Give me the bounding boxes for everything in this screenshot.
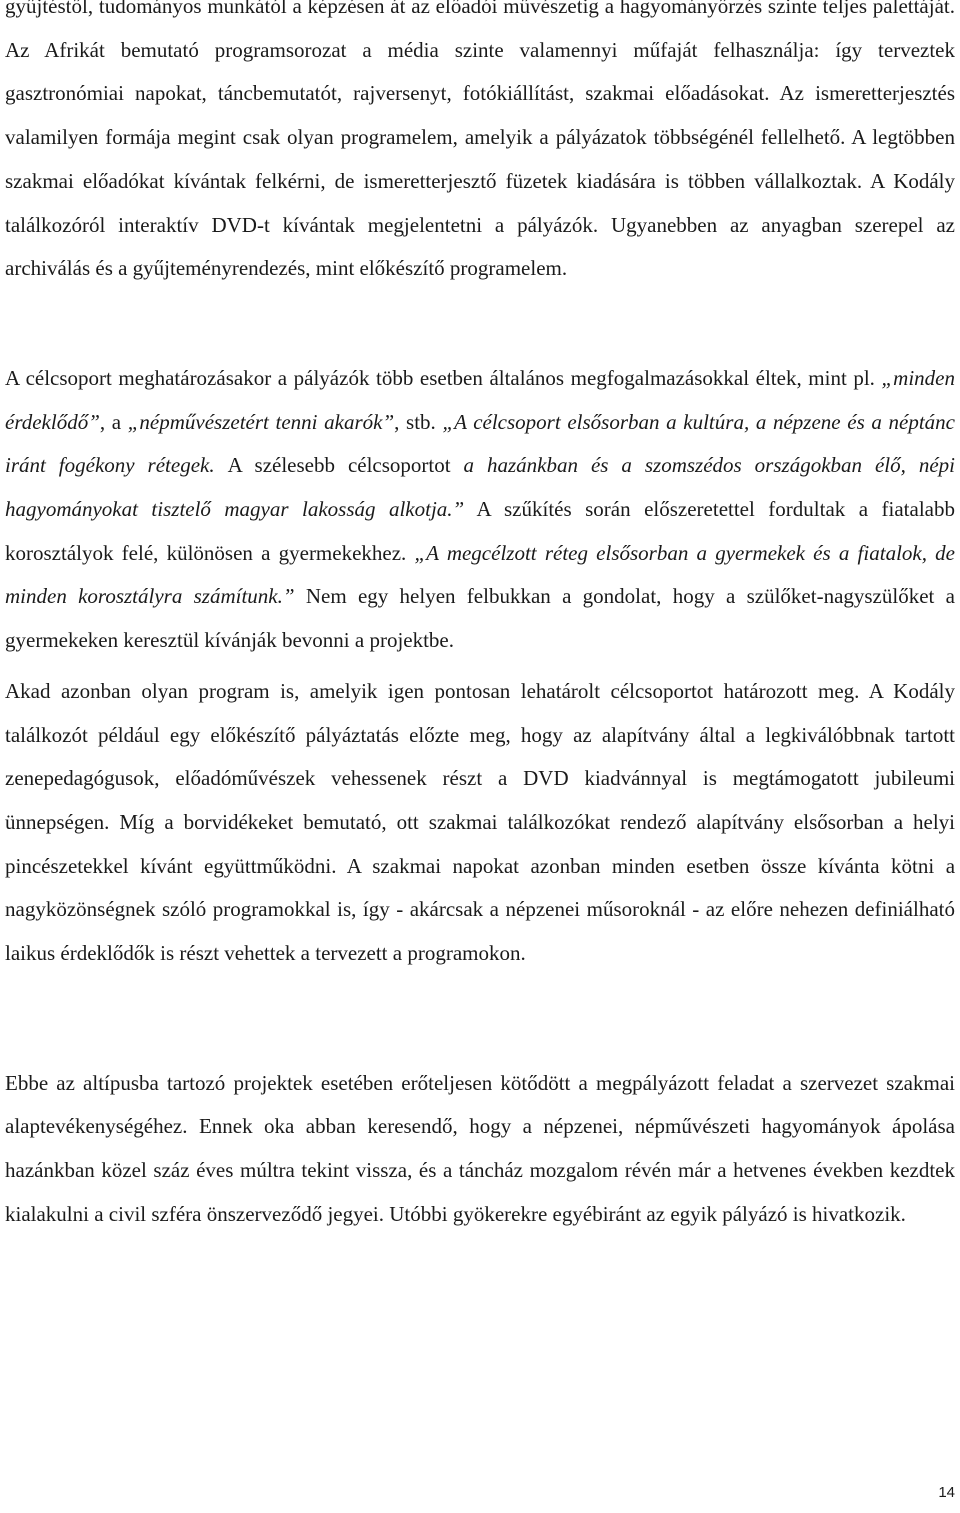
quote-italic: „A megcélzott réteg elsősorban a gyermekek és a fiatalok, de minden korosztályra számítunk.” bbox=[5, 540, 955, 609]
text-run: Nem egy helyen felbukkan a gondolat, hogy a szülőket-nagyszülőket a gyermekeken keresztül kívánják bevonni a projektbe. bbox=[5, 584, 955, 653]
sentence: Ebbe az altípusba tartozó projektek esetében erőteljesen kötődött a megpályázott feladat a szervezet szakmai alaptevékenységéhez. bbox=[5, 1070, 955, 1139]
paragraph-1 bbox=[5, 0, 955, 291]
quote-italic: „népművészetért tenni akarók” bbox=[127, 409, 395, 434]
sentence: Az ismeretterjesztés valamilyen formája megint csak olyan programelem, amelyik a pályázatok többségénél fellelhető. bbox=[5, 81, 956, 150]
sentence: Míg a borvidékeket bemutató, ott szakmai találkozókat rendező alapítvány elsősorban a helyi pincészetekkel kívánt együttműködni. bbox=[5, 809, 955, 878]
paragraph-2 bbox=[5, 357, 955, 663]
sentence: Ennek oka abban keresendő, hogy a népzenei, népművészeti hagyományok ápolása hazánkban közel száz éves múltra tekint vissza, és a táncház mozgalom révén már a hetvenes években kezdtek kialakulni a civil szféra önszerveződő jegyei. bbox=[5, 1114, 955, 1226]
text-run: A szűkítés során előszeretettel fordultak a fiatalabb korosztályok felé, különösen a gyermekekhez. bbox=[5, 497, 955, 565]
sentence: Utóbbi gyökerekre egyébiránt az egyik pályázó is hivatkozik. bbox=[389, 1201, 906, 1226]
sentence: A legtöbben szakmai előadókat kívántak felkérni, de ismeretterjesztő füzetek kiadására is többen vállalkoztak. bbox=[5, 125, 956, 193]
text-run: , stb. bbox=[394, 409, 443, 434]
sentence: Akad azonban olyan program is, amelyik igen pontosan lehatárolt célcsoportot határozott meg. bbox=[5, 678, 860, 703]
text-run: A célcsoport meghatározásakor a pályázók több esetben általános megfogalmazásokkal éltek, mint pl. bbox=[5, 365, 882, 390]
paragraph-4 bbox=[5, 1062, 955, 1237]
document-page bbox=[5, 0, 955, 1237]
quote-italic: „A célcsoport elsősorban a kultúra, a népzene és a néptánc iránt fogékony rétegek. bbox=[5, 409, 955, 478]
sentence: A Kodály találkozót például egy előkészítő pályáztatás előzte meg, hogy az alapítvány által a legkiválóbbnak tartott zenepedagógusok, előadóművészek vehessenek részt a DVD kiadvánnyal is megtámogatott jubileumi ünnepségen. bbox=[5, 678, 956, 834]
quote-italic: „minden érdeklődő” bbox=[5, 365, 955, 434]
sentence: gyűjtéstől, tudományos munkától a képzésen át az előadói művészetig a hagyományőrzés szinte teljes palettáját. bbox=[5, 0, 955, 18]
quote-italic: a hazánkban és a szomszédos országokban élő, népi hagyományokat tisztelő magyar lakosság alkotja.” bbox=[5, 453, 955, 522]
sentence: Ugyanebben az anyagban szerepel az archiválás és a gyűjteményrendezés, mint előkészítő programelem. bbox=[5, 212, 955, 281]
text-run: A szélesebb célcsoportot bbox=[227, 453, 464, 478]
sentence: Az Afrikát bemutató programsorozat a média szinte valamennyi műfaját felhasználja: így terveztek gasztronómiai napokat, táncbemutatót, rajversenyt, fotókiállítást, szakmai előadásokat. bbox=[5, 37, 955, 106]
text-run: , a bbox=[99, 409, 128, 434]
page-number: 14 bbox=[938, 1484, 955, 1501]
paragraph-3 bbox=[5, 670, 955, 976]
sentence: A szakmai napokat azonban minden esetben össze kívánta kötni a nagyközönségnek szóló programokkal is, így - akárcsak a népzenei műsoroknál - az előre nehezen definiálható laikus érdeklődők is részt vehettek a tervezett a programokon. bbox=[5, 853, 956, 966]
sentence: A Kodály találkozóról interaktív DVD-t kívántak megjelentetni a pályázók. bbox=[5, 168, 956, 237]
